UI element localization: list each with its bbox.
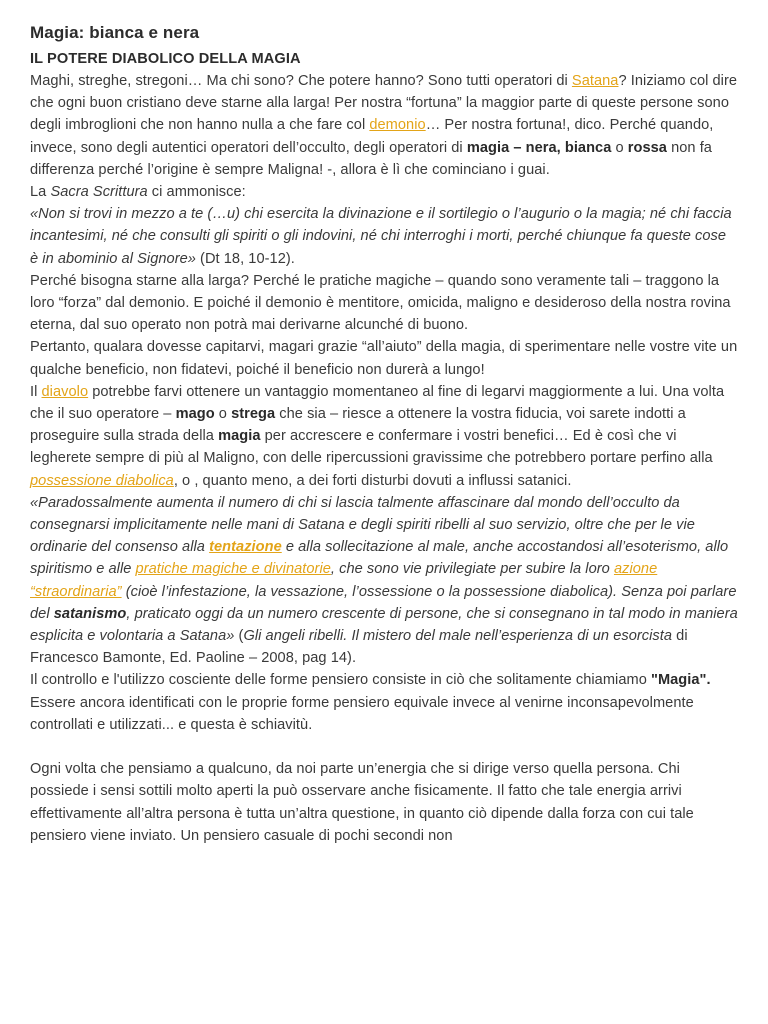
- bold-text: magia – nera, bianca: [466, 139, 612, 156]
- text: Il controllo e l'utilizzo cosciente delle forme pensiero consiste in ciò che solitamente chiamiamo: [30, 672, 651, 689]
- link-tentazione[interactable]: tentazione: [209, 539, 282, 556]
- link-possessione-diabolica[interactable]: possessione diabolica: [30, 472, 174, 489]
- article-subtitle: IL POTERE DIABOLICO DELLA MAGIA: [30, 51, 301, 67]
- link-satana[interactable]: Satana: [571, 73, 619, 89]
- article-title: Magia: bianca e nera: [30, 23, 200, 42]
- spacer: [30, 736, 738, 758]
- bold-text: "Magia".: [650, 672, 711, 689]
- italic-text: Sacra Scrittura: [50, 184, 148, 201]
- bold-text: mago: [175, 406, 215, 423]
- text: di Francesco Bamonte, Ed. Paoline – 2008, pag 14).: [30, 628, 688, 667]
- bold-text: rossa: [627, 139, 667, 156]
- paragraph-quote-bamonte: [30, 492, 738, 670]
- text: o: [611, 139, 628, 156]
- paragraph-diavolo: [30, 381, 738, 492]
- quote-text: «Paradossalmente aumenta il numero di chi si lascia talmente affascinare dal mondo dell’occulto da consegnarsi implicitamente nelle mani di Satana e degli spiriti ribelli al suo servizio, oltre che per le vie ordinarie del consenso alla: [30, 494, 695, 556]
- text: … Per nostra fortuna!, dico. Perché quando, invece, sono degli autentici operatori dell’occulto, degli operatori di: [30, 117, 714, 156]
- quote-text: , che sono vie privilegiate per subire la loro: [330, 561, 614, 578]
- quote-text: e alla sollecitazione al male, anche accostandosi all’esoterismo, allo spiritismo e alle: [30, 539, 729, 578]
- text: potrebbe farvi ottenere un vantaggio momentaneo al fine di legarvi maggiormente a lui. Una volta che il suo operatore –: [30, 383, 725, 423]
- paragraph-scrittura: [30, 181, 738, 203]
- bold-text: satanismo: [53, 605, 127, 622]
- text: (: [234, 628, 244, 645]
- paragraph-controllo: [30, 669, 738, 691]
- text: , o , quanto meno, a dei forti disturbi dovuti a influssi satanici.: [173, 472, 572, 489]
- quote-text: (cioè l’infestazione, la vessazione, l’ossessione o la possessione diabolica). Senza poi parlare del: [30, 583, 737, 622]
- text: ci ammonisce:: [147, 184, 246, 201]
- bold-text: magia: [218, 428, 261, 445]
- quote-text: «Non si trovi in mezzo a te (…u) chi esercita la divinazione e il sortilegio o l’augurio o la magia; né chi faccia incantesimi, né che consulti gli spiriti o gli indovini, né chi interroghi i morti, perché chiunque fa queste cose è in abominio al Signore»: [30, 206, 732, 267]
- bold-text: strega: [231, 406, 276, 423]
- text: non fa differenza perché l’origine è sempre Maligna! -, allora è lì che cominciano i guai.: [30, 139, 712, 178]
- book-title: Gli angeli ribelli. Il mistero del male nell’esperienza di un esorcista: [243, 628, 673, 645]
- text: La: [30, 184, 51, 201]
- quote-reference: (Dt 18, 10-12).: [195, 250, 295, 267]
- link-azione-straordinaria[interactable]: azione “straordinaria”: [30, 561, 658, 600]
- paragraph-energia: Ogni volta che pensiamo a qualcuno, da noi parte un’energia che si dirige verso quella persona. Chi possiede i sensi sottili molto aperti la può osservare anche fisicamente. Il fatto che tale energia arrivi effettivamente all’altra persona è tutta un’altra questione, in quanto ciò dipende dalla forza con cui tale pensiero viene inviato. Un pensiero casuale di pochi secondi non: [30, 761, 694, 844]
- paragraph-intro: [30, 70, 738, 181]
- paragraph-identificati: Essere ancora identificati con le proprie forme pensiero equivale invece al venirne inconsapevolmente controllati e utilizzati... e questa è schiavitù.: [30, 694, 694, 733]
- quote-text: , praticato oggi da un numero crescente di persone, che si consegnano in tal modo in maniera esplicita e volontaria a Satana»: [30, 605, 738, 645]
- paragraph-pertanto: Pertanto, qualara dovesse capitarvi, magari grazie “all’aiuto” della magia, di sperimentare nelle vostre vite un qualche beneficio, non fidatevi, poiché il beneficio non durerà a lungo!: [30, 339, 738, 378]
- link-diavolo[interactable]: diavolo: [41, 383, 89, 400]
- paragraph-quote-deuteronomio: [30, 203, 738, 270]
- text: per accrescere e confermare i vostri benefici… Ed è così che vi legherete sempre di più al Maligno, con delle ripercussioni gravissime che potrebbero portare perfino alla: [30, 428, 713, 467]
- text: ? Iniziamo col dire che ogni buon cristiano deve starne alla larga! Per nostra “fortuna” la maggior parte di queste persone sono degli imbroglioni che non hanno nulla a che fare col: [30, 73, 738, 134]
- text: o: [214, 406, 232, 423]
- text: Il: [30, 383, 42, 400]
- text: Maghi, streghe, stregoni… Ma chi sono? Che potere hanno? Sono tutti operatori di: [30, 73, 572, 89]
- link-pratiche-magiche[interactable]: pratiche magiche e divinatorie: [135, 561, 331, 578]
- paragraph-perche: Perché bisogna starne alla larga? Perché le pratiche magiche – quando sono veramente tali – traggono la loro “forza” dal demonio. E poiché il demonio è mentitore, omicida, maligno e desideroso della nostra rovina eterna, dal suo operato non potrà mai derivarne alcunché di buono.: [30, 272, 731, 334]
- link-demonio[interactable]: demonio: [369, 117, 426, 134]
- text: che sia – riesce a ottenere la vostra fiducia, voi sarete indotti a proseguire sulla strada della: [30, 406, 686, 445]
